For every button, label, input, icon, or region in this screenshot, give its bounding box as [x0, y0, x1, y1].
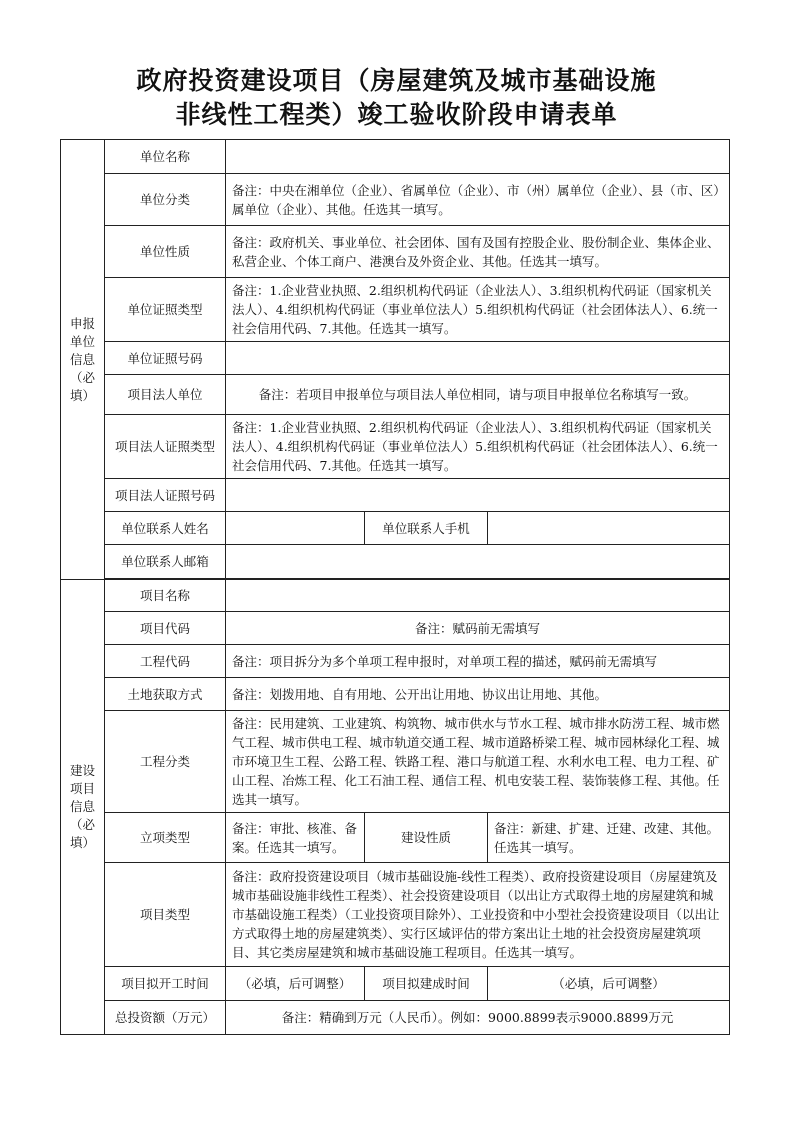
project-code-field[interactable]: 备注：赋码前无需填写 [226, 612, 730, 645]
unit-category-field[interactable]: 备注：中央在湘单位（企业）、省属单位（企业）、市（州）属单位（企业）、县（市、区）属单位（企业）、其他。任选其一填写。 [226, 174, 730, 226]
unit-license-type-label: 单位证照类型 [105, 278, 226, 342]
legal-license-number-field[interactable] [226, 479, 730, 512]
project-type-label: 项目类型 [105, 863, 226, 967]
contact-name-label: 单位联系人姓名 [105, 512, 226, 545]
start-time-label: 项目拟开工时间 [105, 967, 226, 1001]
contact-email-label: 单位联系人邮箱 [105, 545, 226, 579]
section-project-label: 建设项目信息（必填） [61, 580, 105, 1035]
unit-license-number-field[interactable] [226, 342, 730, 375]
approval-type-field[interactable]: 备注：审批、核准、备案。任选其一填写。 [226, 813, 365, 863]
unit-license-type-field[interactable]: 备注：1.企业营业执照、2.组织机构代码证（企业法人）、3.组织机构代码证（国家机关法人）、4.组织机构代码证（事业单位法人）5.组织机构代码证（社会团体法人）、6.统一社会信用代码、7.其他。任选其一填写。 [226, 278, 730, 342]
unit-license-number-label: 单位证照号码 [105, 342, 226, 375]
total-investment-label: 总投资额（万元） [105, 1001, 226, 1035]
legal-license-type-label: 项目法人证照类型 [105, 415, 226, 479]
form-title-line1: 政府投资建设项目（房屋建筑及城市基础设施 [136, 66, 657, 95]
contact-phone-field[interactable] [488, 512, 730, 545]
legal-unit-label: 项目法人单位 [105, 375, 226, 415]
project-code-label: 项目代码 [105, 612, 226, 645]
approval-type-label: 立项类型 [105, 813, 226, 863]
legal-unit-field[interactable]: 备注：若项目申报单位与项目法人单位相同，请与项目申报单位名称填写一致。 [226, 375, 730, 415]
unit-nature-field[interactable]: 备注：政府机关、事业单位、社会团体、国有及国有控股企业、股份制企业、集体企业、私营企业、个体工商户、港澳台及外资企业、其他。任选其一填写。 [226, 226, 730, 278]
start-time-field[interactable]: （必填，后可调整） [226, 967, 365, 1001]
contact-phone-label: 单位联系人手机 [365, 512, 488, 545]
land-method-field[interactable]: 备注：划拨用地、自有用地、公开出让用地、协议出让用地、其他。 [226, 678, 730, 711]
contact-name-field[interactable] [226, 512, 365, 545]
engineering-class-label: 工程分类 [105, 711, 226, 813]
construction-nature-field[interactable]: 备注：新建、扩建、迁建、改建、其他。任选其一填写。 [488, 813, 730, 863]
contact-email-field[interactable] [226, 545, 730, 579]
section-applicant-label: 申报单位信息（必填） [61, 140, 105, 580]
form-title-line2: 非线性工程类）竣工验收阶段申请表单 [175, 100, 618, 129]
legal-license-type-field[interactable]: 备注：1.企业营业执照、2.组织机构代码证（企业法人）、3.组织机构代码证（国家机关法人）、4.组织机构代码证（事业单位法人）5.组织机构代码证（社会团体法人）、6.统一社会信用代码、7.其他。任选其一填写。 [226, 415, 730, 479]
unit-category-label: 单位分类 [105, 174, 226, 226]
unit-nature-label: 单位性质 [105, 226, 226, 278]
land-method-label: 土地获取方式 [105, 678, 226, 711]
construction-nature-label: 建设性质 [365, 813, 488, 863]
legal-license-number-label: 项目法人证照号码 [105, 479, 226, 512]
engineering-class-field[interactable]: 备注：民用建筑、工业建筑、构筑物、城市供水与节水工程、城市排水防涝工程、城市燃气工程、城市供电工程、城市轨道交通工程、城市道路桥梁工程、城市园林绿化工程、城市环境卫生工程、公路工程、铁路工程、港口与航道工程、水利水电工程、电力工程、矿山工程、冶炼工程、化工石油工程、通信工程、机电安装工程、装饰装修工程、其他。任选其一填写。 [226, 711, 730, 813]
engineering-code-label: 工程代码 [105, 645, 226, 678]
project-type-field[interactable]: 备注：政府投资建设项目（城市基础设施-线性工程类）、政府投资建设项目（房屋建筑及城市基础设施非线性工程类）、社会投资建设项目（以出让方式取得土地的房屋建筑和城市基础设施工程类）（工业投资项目除外）、工业投资和中小型社会投资建设项目（以出让方式取得土地的房屋建筑类）、实行区域评估的带方案出让土地的社会投资房屋建筑项目、其它类房屋建筑和城市基础设施工程项目。任选其一填写。 [226, 863, 730, 967]
completion-time-label: 项目拟建成时间 [365, 967, 488, 1001]
unit-name-field[interactable] [226, 140, 730, 174]
project-name-field[interactable] [226, 580, 730, 612]
total-investment-field[interactable]: 备注：精确到万元（人民币）。例如：9000.8899表示9000.8899万元 [226, 1001, 730, 1035]
unit-name-label: 单位名称 [105, 140, 226, 174]
completion-time-field[interactable]: （必填，后可调整） [488, 967, 730, 1001]
application-form-table [60, 139, 730, 1035]
project-name-label: 项目名称 [105, 580, 226, 612]
engineering-code-field[interactable]: 备注：项目拆分为多个单项工程申报时，对单项工程的描述，赋码前无需填写 [226, 645, 730, 678]
